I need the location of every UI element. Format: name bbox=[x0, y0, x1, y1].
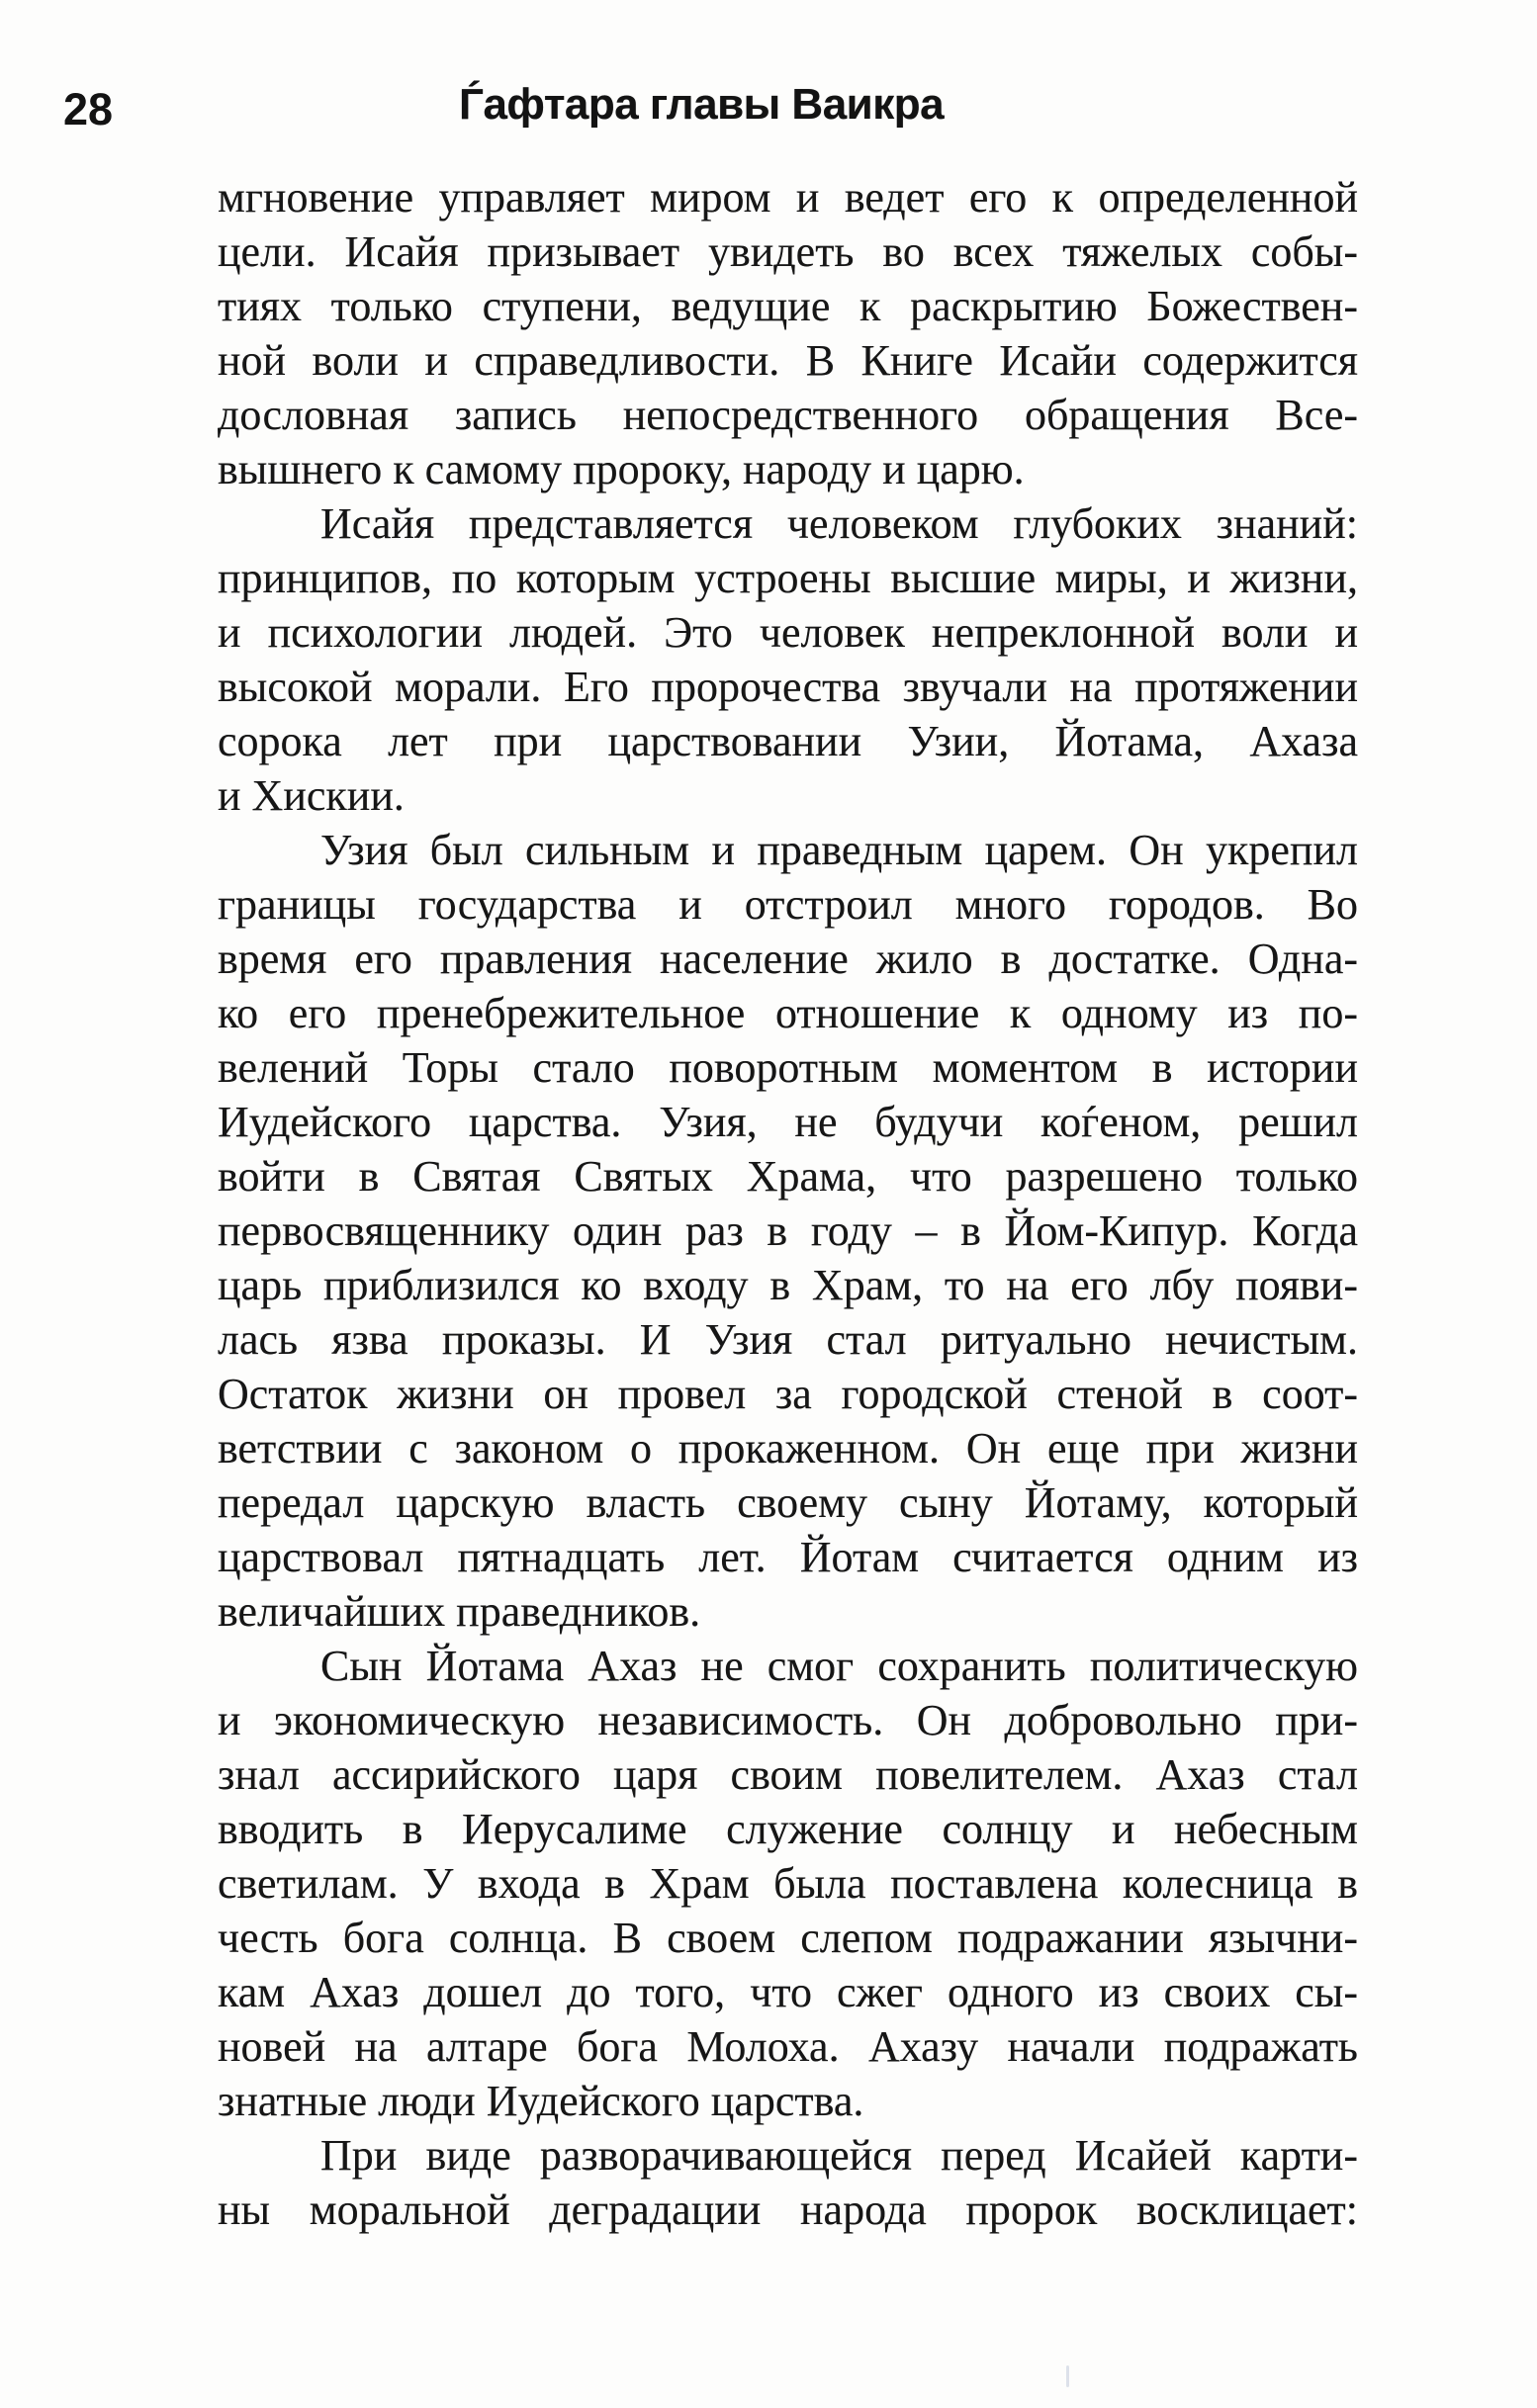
running-header-title: Ѓафтара главы Ваикра bbox=[459, 80, 945, 129]
text-line: честь бога солнца. В своем слепом подражании язычни- bbox=[218, 1914, 1358, 1962]
text-line: мгновение управляет миром и ведет его к определенной bbox=[218, 173, 1358, 222]
text-line: передал царскую власть своему сыну Йотаму, который bbox=[218, 1478, 1358, 1527]
text-line: первосвященнику один раз в году – в Йом-Кипур. Когда bbox=[218, 1206, 1358, 1255]
text-line: лась язва проказы. И Узия стал ритуально нечистым. bbox=[218, 1315, 1358, 1364]
text-line: ны моральной деградации народа пророк восклицает: bbox=[218, 2185, 1358, 2234]
text-line: царствовал пятнадцать лет. Йотам считается одним из bbox=[218, 1533, 1358, 1581]
text-line: и экономическую независимость. Он добровольно при- bbox=[218, 1696, 1358, 1744]
scan-artifact-mark bbox=[1066, 2365, 1069, 2387]
page-number: 28 bbox=[63, 84, 114, 134]
text-line: границы государства и отстроил много городов. Во bbox=[218, 880, 1358, 929]
text-line: Сын Йотама Ахаз не смог сохранить политическую bbox=[320, 1642, 1358, 1690]
text-line: и психологии людей. Это человек непреклонной воли и bbox=[218, 608, 1358, 657]
text-line: высокой морали. Его пророчества звучали на протяжении bbox=[218, 663, 1358, 711]
text-line: принципов, по которым устроены высшие миры, и жизни, bbox=[218, 554, 1358, 602]
text-line: цели. Исайя призывает увидеть во всех тяжелых собы- bbox=[218, 227, 1358, 276]
text-line: ветствии с законом о прокаженном. Он еще при жизни bbox=[218, 1424, 1358, 1472]
text-line: и Хискии. bbox=[218, 771, 405, 820]
text-line: Исайя представляется человеком глубоких знаний: bbox=[320, 499, 1358, 548]
text-line: время его правления население жило в достатке. Одна- bbox=[218, 935, 1358, 983]
text-line: велений Торы стало поворотным моментом в истории bbox=[218, 1043, 1358, 1092]
body-text-block bbox=[218, 170, 1358, 2237]
text-line: дословная запись непосредственного обращения Все- bbox=[218, 391, 1358, 439]
text-line: новей на алтаре бога Молоха. Ахазу начали подражать bbox=[218, 2022, 1358, 2071]
text-line: вышнего к самому пророку, народу и царю. bbox=[218, 445, 1025, 493]
text-line: царь приблизился ко входу в Храм, то на его лбу появи- bbox=[218, 1261, 1358, 1309]
text-line: вводить в Иерусалиме служение солнцу и небесным bbox=[218, 1805, 1358, 1853]
text-line: ко его пренебрежительное отношение к одному из по- bbox=[218, 989, 1358, 1037]
text-line: кам Ахаз дошел до того, что сжег одного из своих сы- bbox=[218, 1968, 1358, 2016]
text-line: Остаток жизни он провел за городской стеной в соот- bbox=[218, 1370, 1358, 1418]
text-line: знатные люди Иудейского царства. bbox=[218, 2077, 864, 2125]
text-line: величайших праведников. bbox=[218, 1587, 701, 1636]
text-line: Узия был сильным и праведным царем. Он укрепил bbox=[320, 826, 1358, 874]
text-line: ной воли и справедливости. В Книге Исайи содержится bbox=[218, 336, 1358, 385]
text-line: войти в Святая Святых Храма, что разрешено только bbox=[218, 1152, 1358, 1201]
text-line: тиях только ступени, ведущие к раскрытию Божествен- bbox=[218, 282, 1358, 330]
text-line: знал ассирийского царя своим повелителем. Ахаз стал bbox=[218, 1750, 1358, 1799]
text-line: светилам. У входа в Храм была поставлена колесница в bbox=[218, 1859, 1358, 1908]
text-line: При виде разворачивающейся перед Исайей карти- bbox=[320, 2131, 1358, 2180]
text-line: сорока лет при царствовании Узии, Йотама, Ахаза bbox=[218, 717, 1358, 765]
text-line: Иудейского царства. Узия, не будучи коѓеном, решил bbox=[218, 1098, 1358, 1146]
